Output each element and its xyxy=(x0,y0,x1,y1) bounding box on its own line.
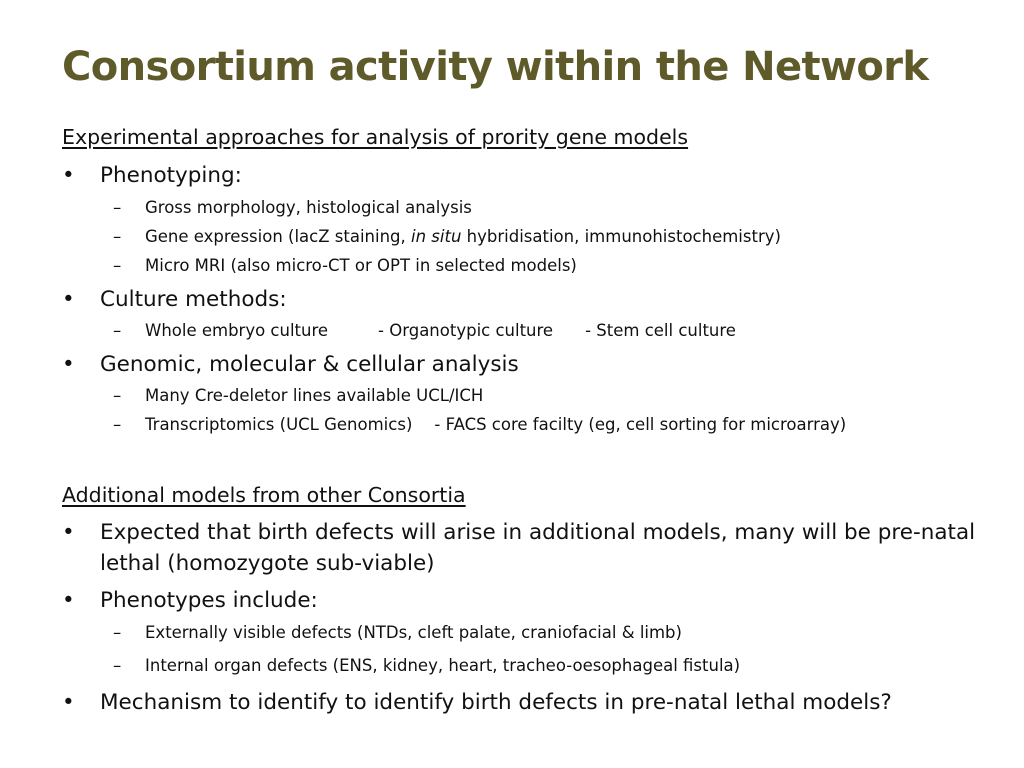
bullet-dot: • xyxy=(62,287,75,312)
sub-bullet-text: - Organotypic culture xyxy=(378,321,554,340)
sub-bullet-text: Externally visible defects (NTDs, cleft palate, craniofacial & limb) xyxy=(145,623,682,642)
sub-bullet-external-defects xyxy=(113,623,682,642)
sub-bullet-gross-morphology xyxy=(113,198,472,217)
bullet-mechanism xyxy=(62,687,992,718)
bullet-text: Phenotypes include: xyxy=(100,588,318,613)
sub-bullet-text: Transcriptomics (UCL Genomics) xyxy=(145,415,413,434)
bullet-dot: • xyxy=(62,690,75,715)
sub-bullet-text: Whole embryo culture xyxy=(145,321,329,340)
bullet-expected-birth-defects xyxy=(62,517,992,579)
sub-bullet-transcriptomics xyxy=(113,415,846,434)
bullet-culture-methods xyxy=(62,284,992,315)
sub-bullet-culture-types xyxy=(113,321,736,340)
sub-bullet-text: Micro MRI (also micro-CT or OPT in selected models) xyxy=(145,256,577,275)
sub-bullet-gene-expression xyxy=(113,227,781,246)
sub-bullet-text: - Stem cell culture xyxy=(585,321,736,340)
sub-bullet-dash: – xyxy=(113,386,122,405)
bullet-text: Phenotyping: xyxy=(100,163,242,188)
sub-bullet-text: - FACS core facilty (eg, cell sorting for microarray) xyxy=(434,415,847,434)
sub-bullet-cre-deletor xyxy=(113,386,483,405)
bullet-text: Culture methods: xyxy=(100,287,287,312)
sub-bullet-dash: – xyxy=(113,656,122,675)
sub-bullet-dash: – xyxy=(113,415,122,434)
sub-bullet-dash: – xyxy=(113,227,122,246)
bullet-genomic xyxy=(62,349,992,380)
sub-bullet-text-part: hybridisation, immunohistochemistry) xyxy=(461,227,781,246)
sub-bullet-dash: – xyxy=(113,321,122,340)
sub-bullet-italic-text: in situ xyxy=(411,227,462,246)
sub-bullet-dash: – xyxy=(113,198,122,217)
sub-bullet-dash: – xyxy=(113,256,122,275)
bullet-dot: • xyxy=(62,163,75,188)
sub-bullet-internal-organ-defects xyxy=(113,656,740,675)
bullet-dot: • xyxy=(62,352,75,377)
sub-bullet-text-part: Gene expression (lacZ staining, xyxy=(145,227,412,246)
sub-bullet-text: Internal organ defects (ENS, kidney, heart, tracheo-oesophageal fistula) xyxy=(145,656,741,675)
section-heading-additional-models: Additional models from other Consortia xyxy=(62,483,466,507)
bullet-text: Genomic, molecular & cellular analysis xyxy=(100,352,519,377)
sub-bullet-text: Many Cre-deletor lines available UCL/ICH xyxy=(145,386,484,405)
bullet-phenotyping xyxy=(62,160,992,191)
sub-bullet-dash: – xyxy=(113,623,122,642)
bullet-text: Mechanism to identify to identify birth defects in pre-natal lethal models? xyxy=(100,690,892,715)
bullet-dot: • xyxy=(62,520,75,545)
bullet-text: Expected that birth defects will arise in additional models, many will be pre-natal lethal (homozygote sub-viable) xyxy=(100,520,976,576)
sub-bullet-micro-mri xyxy=(113,256,577,275)
bullet-dot: • xyxy=(62,588,75,613)
slide-title: Consortium activity within the Network xyxy=(62,44,929,90)
sub-bullet-text: Gross morphology, histological analysis xyxy=(145,198,472,217)
section-heading-experimental: Experimental approaches for analysis of prority gene models xyxy=(62,125,689,149)
bullet-phenotypes-include xyxy=(62,585,992,616)
